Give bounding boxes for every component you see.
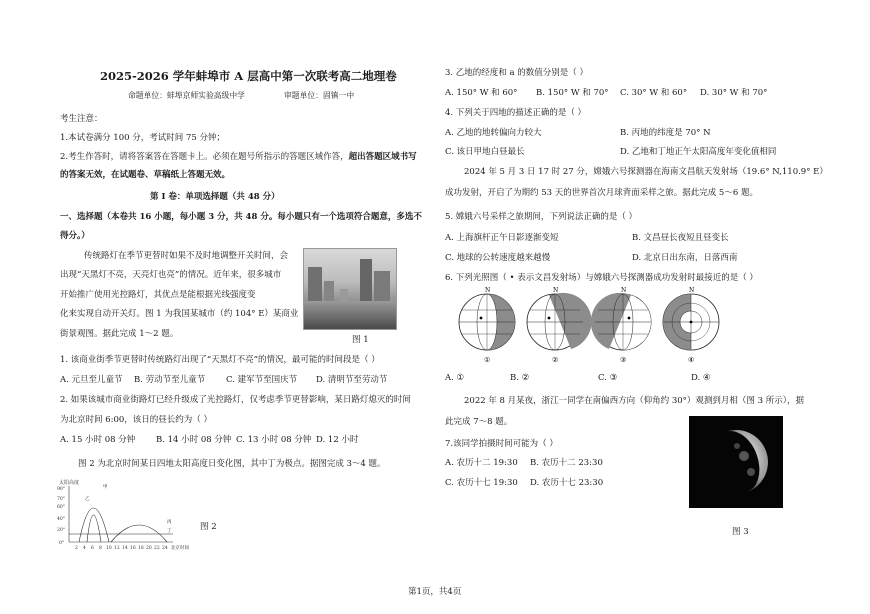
- q6-globes: [455, 286, 725, 370]
- fig2-ytick: 40°: [57, 517, 65, 522]
- q5-option-b[interactable]: B. 文昌昼长夜短且昼变长: [632, 233, 729, 243]
- fig2-ytick: 0°: [59, 541, 65, 546]
- q2-option-c[interactable]: C. 13 小时 08 分钟: [236, 435, 312, 445]
- fig2-ytick: 70°: [57, 497, 65, 502]
- passage3-line2: 成功发射，开启了为期约 53 天的世界首次月球背面采样之旅。据此完成 5～6 题。: [445, 188, 758, 198]
- notice-item-2c: 的答案无效，在试题卷、草稿纸上答题无效。: [60, 170, 231, 180]
- exam-title: 2025-2026 学年蚌埠市 A 层高中第一次联考高二地理卷: [100, 69, 397, 83]
- moon-phase-icon: [689, 416, 783, 508]
- fig2-xtick: 18: [138, 546, 144, 551]
- globe-pole-label: N: [689, 287, 695, 294]
- notice-heading: 考生注意：: [60, 114, 103, 124]
- fig2-curve-label: 丙: [167, 520, 172, 525]
- q4-option-a[interactable]: A. 乙地的地转偏向力较大: [445, 128, 542, 138]
- proposer: 命题单位：蚌埠京师实验高级中学: [128, 91, 245, 100]
- q2-option-b[interactable]: B. 14 小时 08 分钟: [156, 435, 232, 445]
- moon-photo: [689, 416, 783, 508]
- passage4-line1: 2022 年 8 月某夜，浙江一同学在南偏西方向（仰角约 30°）观测到月相（图 3 所示），据: [464, 396, 804, 406]
- globe-label: ③: [620, 356, 627, 364]
- q3-option-d[interactable]: D. 30° W 和 70°: [700, 88, 768, 98]
- notice-item-2: [60, 150, 417, 162]
- passage3-line1: 2024 年 5 月 3 日 17 时 27 分，嫦娥六号探测器在海南文昌航天发射场（19.6° N,110.9° E）: [464, 167, 828, 177]
- globe-pole-label: N: [485, 287, 491, 294]
- fig2-ytick: 60°: [57, 505, 65, 510]
- notice-item-2a: 2.考生作答时，请将答案答在答题卡上。必须在题号所指示的答题区域作答，: [60, 152, 349, 162]
- section-intro-b: 得分。）: [60, 231, 90, 241]
- fig2-curve-yi: [87, 515, 101, 542]
- q3-option-b[interactable]: B. 150° W 和 70°: [536, 88, 609, 98]
- q2-option-d[interactable]: D. 12 小时: [316, 435, 359, 445]
- notice-item-1: 1.本试卷满分 100 分，考试时间 75 分钟；: [60, 133, 225, 143]
- q1-option-d[interactable]: D. 清明节至劳动节: [316, 375, 388, 385]
- q7-stem: 7.该同学拍摄时间可能为（ ）: [445, 439, 558, 449]
- passage1-line4: 化来实现自动开关灯。图 1 为我国某城市（约 104° E）某商业: [60, 309, 299, 319]
- globe-label: ①: [484, 356, 491, 364]
- fig2-ytick: 90°: [57, 487, 65, 492]
- q4-option-c[interactable]: C. 该日甲地白昼最长: [445, 147, 525, 157]
- q5-option-d[interactable]: D. 北京日出东南，日落西南: [632, 253, 738, 263]
- q7-option-d[interactable]: D. 农历十七 23:30: [530, 478, 604, 488]
- globe-pole-label: N: [621, 287, 627, 294]
- globe-2: [527, 287, 592, 364]
- passage4-line2: 此完成 7～8 题。: [445, 417, 513, 427]
- fig2-curve-jia: [79, 508, 109, 542]
- globe-3: [591, 287, 651, 364]
- q5-stem: 5. 嫦娥六号采样之旅期间，下列说法正确的是（ ）: [445, 212, 638, 222]
- fig2-xtick: 20: [146, 546, 152, 551]
- fig2-ylabel: 太阳高度: [59, 480, 80, 486]
- q1-stem: 1. 该商业街季节更替时传统路灯出现了“天黑灯不亮”的情况，最可能的时间段是（ ）: [60, 355, 380, 365]
- fig2-xtick: 12: [114, 546, 120, 551]
- q3-option-c[interactable]: C. 30° W 和 60°: [620, 88, 688, 98]
- q3-option-a[interactable]: A. 150° W 和 60°: [445, 88, 518, 98]
- fig2-curve-label: 甲: [103, 485, 108, 490]
- globe-4: [663, 287, 719, 364]
- q6-option-a[interactable]: A. ①: [445, 373, 465, 383]
- q3-stem: 3. 乙地的经度和 a 的数值分别是（ ）: [445, 68, 588, 78]
- fig2-xtick: 16: [130, 546, 136, 551]
- q2-option-a[interactable]: A. 15 小时 08 分钟: [60, 435, 136, 445]
- fig2-xtick: 2: [75, 546, 78, 551]
- fig2-sun-altitude-chart: [55, 478, 195, 554]
- q2-stem-a: 2. 如果该城市商业街路灯已经升级成了光控路灯，仅考虑季节更替影响，某日路灯熄灭的时间: [60, 395, 411, 405]
- notice-item-2b: 超出答题区域书写: [348, 152, 417, 162]
- q1-option-c[interactable]: C. 建军节至国庆节: [226, 375, 298, 385]
- passage1-line1: 传统路灯在季节更替时如果不及时地调整开关时间，会: [84, 251, 289, 261]
- q1-option-b[interactable]: B. 劳动节至儿童节: [134, 375, 206, 385]
- q5-option-c[interactable]: C. 地球的公转速度越来越慢: [445, 253, 551, 263]
- fig2-curve-label: 丁: [167, 529, 172, 534]
- fig2-curve-bing: [111, 525, 167, 542]
- q2-stem-b: 为北京时间 6:00，该日的昼长约为（ ）: [60, 415, 212, 425]
- q4-option-d[interactable]: D. 乙地和丁地正午太阳高度年变化值相同: [620, 147, 777, 157]
- q1-option-a[interactable]: A. 元旦至儿童节: [60, 375, 123, 385]
- fig2-xtick: 4: [83, 546, 86, 551]
- fig3-caption: 图 3: [732, 527, 749, 537]
- q6-option-c[interactable]: C. ③: [598, 373, 618, 383]
- fig2-xtick: 8: [99, 546, 102, 551]
- section-intro-a: 一、选择题（本卷共 16 小题，每小题 3 分，共 48 分。每小题只有一个选项符合题意，多选不: [60, 212, 422, 222]
- fig2-xlabel: 北京时间: [171, 546, 189, 551]
- q6-option-d[interactable]: D. ④: [691, 373, 711, 383]
- passage2-text: 图 2 为北京时间某日四地太阳高度日变化图，其中丁为极点。据图完成 3～4 题。: [78, 459, 386, 469]
- q4-option-b[interactable]: B. 丙地的纬度是 70° N: [620, 128, 711, 138]
- globe-1: [459, 287, 515, 364]
- street-photo: [303, 248, 397, 330]
- q7-option-c[interactable]: C. 农历十七 19:30: [445, 478, 518, 488]
- fig2-xtick: 22: [154, 546, 160, 551]
- page-footer: 第1页，共4页: [408, 587, 462, 597]
- fig2-ytick: 20°: [57, 528, 65, 533]
- fig2-curve-label: 乙: [85, 497, 90, 502]
- fig2-xtick: 24: [162, 546, 168, 551]
- q5-option-a[interactable]: A. 上海旗杆正午日影逐渐变短: [445, 233, 559, 243]
- fig2-caption: 图 2: [200, 522, 217, 532]
- fig2-xtick: 14: [122, 546, 128, 551]
- passage1-line5: 街景观图。据此完成 1～2 题。: [60, 329, 179, 339]
- globe-label: ④: [688, 356, 695, 364]
- section-heading: 第 I 卷：单项选择题（共 48 分）: [150, 192, 280, 202]
- q6-stem: 6. 下列光照图（ • 表示文昌发射场）与嫦娥六号探测器成功发射时最接近的是（ ）: [445, 273, 758, 283]
- q6-option-b[interactable]: B. ②: [510, 373, 530, 383]
- q7-option-b[interactable]: B. 农历十二 23:30: [530, 458, 603, 468]
- fig1-caption: 图 1: [352, 335, 369, 345]
- fig2-xtick: 6: [91, 546, 94, 551]
- passage1-line2: 出现“天黑灯不亮，天亮灯也亮”的情况。近年来，很多城市: [60, 270, 282, 280]
- fig2-xtick: 10: [106, 546, 112, 551]
- q7-option-a[interactable]: A. 农历十二 19:30: [445, 458, 518, 468]
- passage1-line3: 开始推广使用光控路灯，其优点是能根据光线强度变: [60, 290, 256, 300]
- q4-stem: 4. 下列关于四地的描述正确的是（ ）: [445, 108, 587, 118]
- globe-pole-label: N: [553, 287, 559, 294]
- reviewer: 审题单位：固镇一中: [284, 91, 355, 100]
- globe-label: ②: [552, 356, 559, 364]
